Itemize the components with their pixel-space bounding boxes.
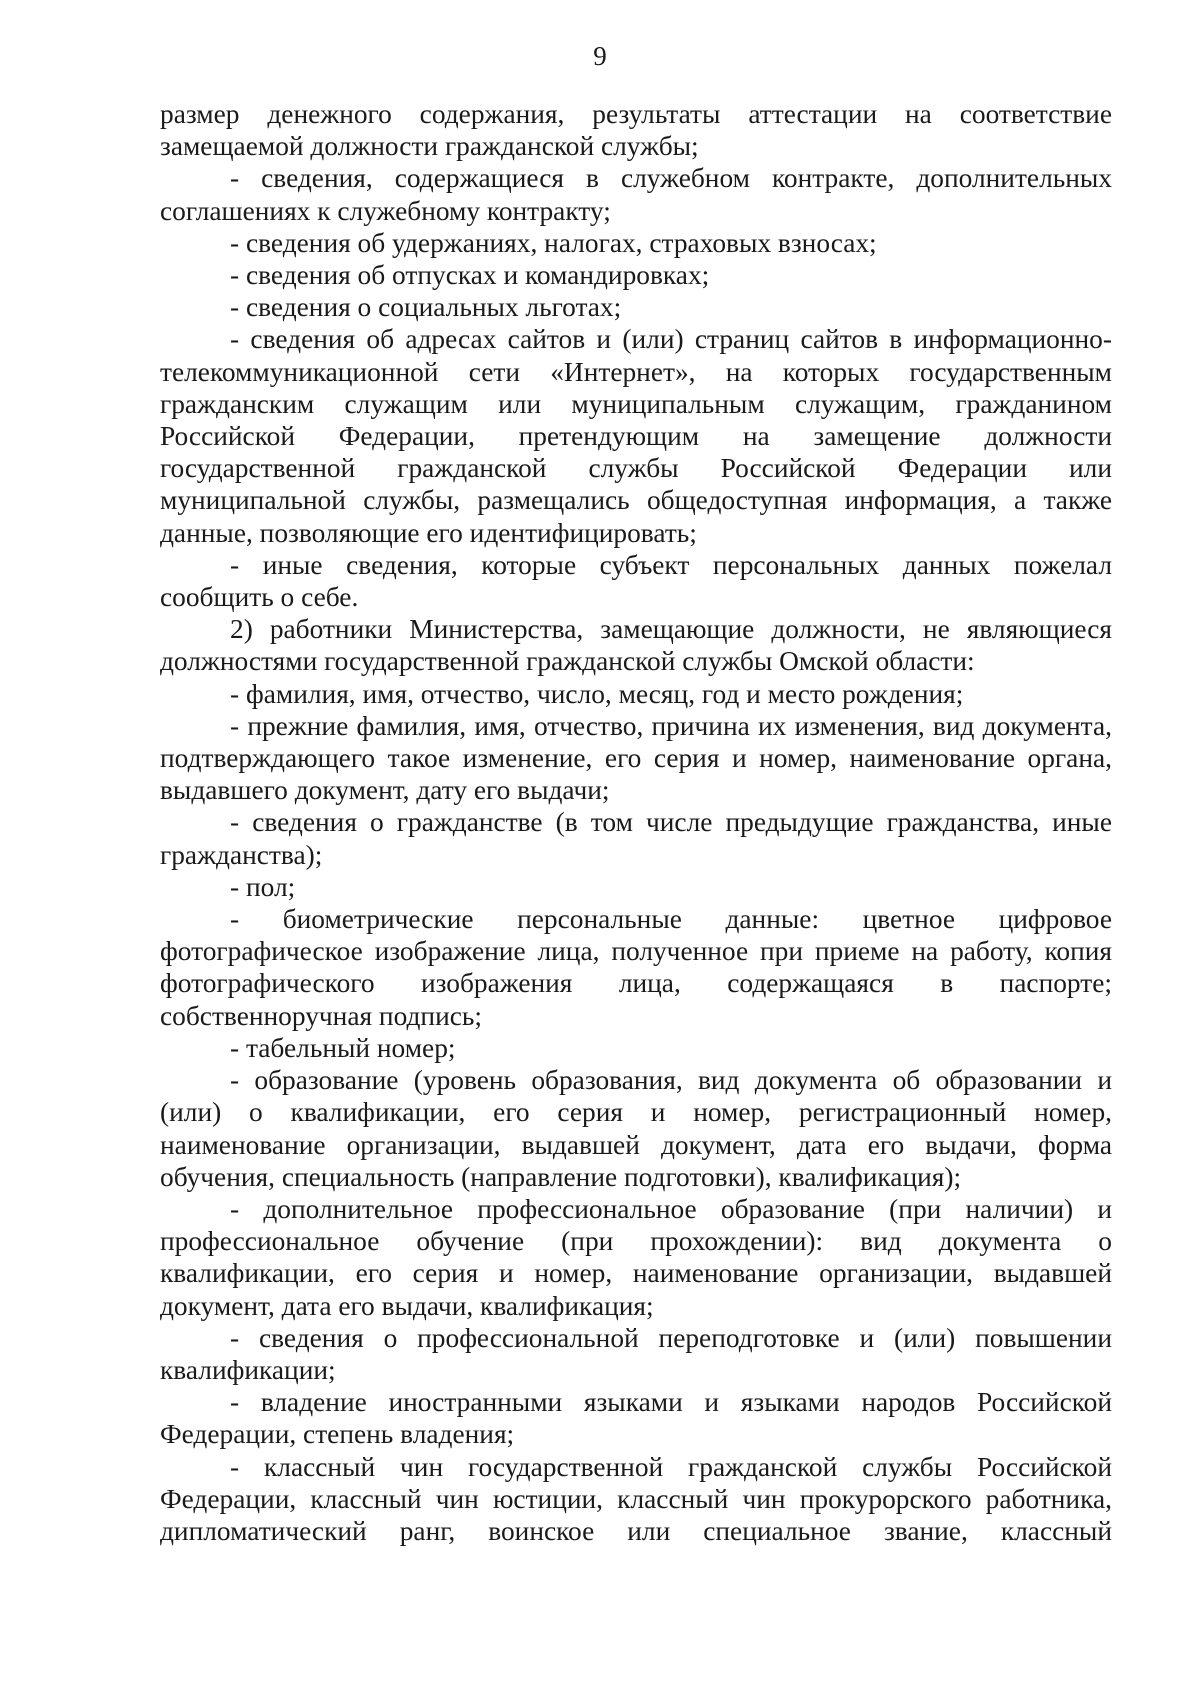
paragraph: - иные сведения, которые субъект персональных данных пожелал сообщить о себе.: [160, 549, 1112, 613]
paragraph: 2) работники Министерства, замещающие должности, не являющиеся должностями государственной гражданской службы Омской области:: [160, 614, 1112, 677]
paragraph: - дополнительное профессиональное образование (при наличии) и профессиональное обучение (при прохождении): вид документа о квалификации, его серия и номер, наименование организации, выдавшей документ, дата его выдачи, квалификация;: [160, 1193, 1112, 1321]
paragraph: - табельный номер;: [230, 1032, 456, 1063]
paragraph: - владение иностранными языками и языками народов Российской Федерации, степень владения;: [160, 1387, 1112, 1450]
paragraph: - сведения об отпусках и командировках;: [230, 260, 710, 291]
paragraph: - биометрические персональные данные: цветное цифровое фотографическое изображение лица, полученное при приеме на работу, копия фотографического изображения лица, содержащаяся в паспорте; собственноручная подпись;: [160, 904, 1112, 1031]
paragraph: - сведения об удержаниях, налогах, страховых взносах;: [230, 227, 877, 258]
paragraph: - прежние фамилия, имя, отчество, причина их изменения, вид документа, подтверждающего такое изменение, его серия и номер, наименование органа, выдавшего документ, дату его выдачи;: [160, 710, 1112, 806]
paragraph: - пол;: [230, 871, 296, 902]
paragraph: - сведения, содержащиеся в служебном контракте, дополнительных соглашениях к служебному контракту;: [160, 163, 1112, 226]
paragraph: размер денежного содержания, результаты аттестации на соответствие замещаемой должности гражданской службы;: [160, 99, 1112, 162]
paragraph: - фамилия, имя, отчество, число, месяц, год и место рождения;: [230, 678, 964, 709]
paragraph: - сведения об адресах сайтов и (или) страниц сайтов в информационно-телекоммуникационной сети «Интернет», на которых государственным гражданским служащим или муниципальным служащим, гражданином Российской Федерации, претендующим на замещение должности государственной гражданской службы Российской Федерации или муниципальной службы, размещались общедоступная информация, а также данные, позволяющие его идентифицировать;: [160, 324, 1112, 548]
document-body: [160, 98, 1112, 1547]
paragraph: - классный чин государственной гражданской службы Российской Федерации, классный чин юстиции, классный чин прокурорского работника, дипломатический ранг, воинское или специальное звание, классный: [160, 1451, 1112, 1546]
paragraph: - образование (уровень образования, вид документа об образовании и (или) о квалификации, его серия и номер, регистрационный номер, наименование организации, выдавшей документ, дата его выдачи, форма обучения, специальность (направление подготовки), квалификация);: [160, 1065, 1112, 1192]
page-number: 9: [593, 41, 607, 71]
paragraph: - сведения о профессиональной переподготовке и (или) повышении квалификации;: [160, 1322, 1112, 1385]
paragraph: - сведения о социальных льготах;: [230, 292, 622, 323]
paragraph: - сведения о гражданстве (в том числе предыдущие гражданства, иные гражданства);: [160, 807, 1112, 870]
